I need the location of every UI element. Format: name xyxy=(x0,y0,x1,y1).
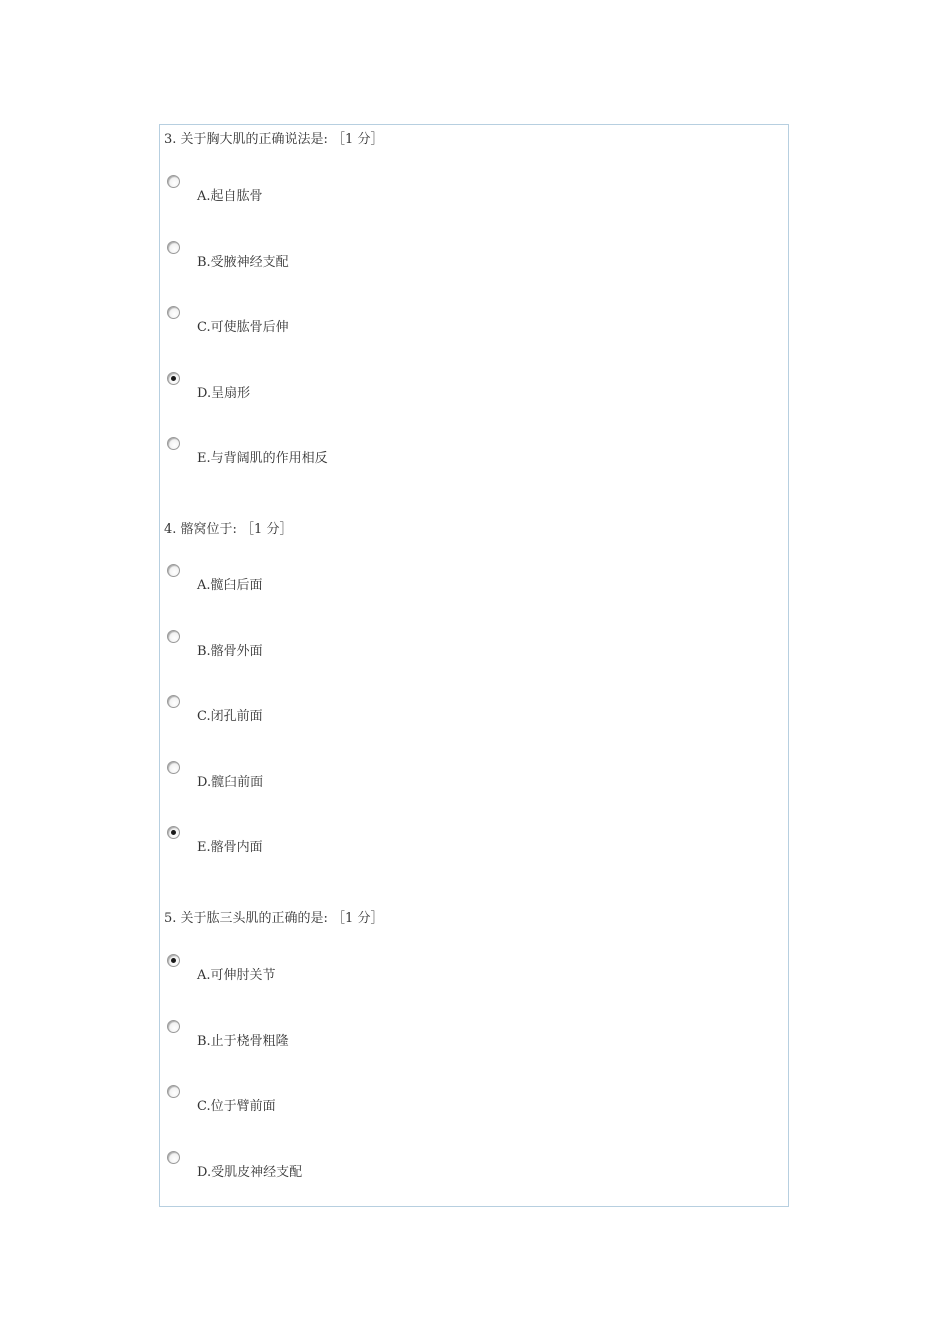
option-b[interactable] xyxy=(164,1020,724,1064)
option-a[interactable] xyxy=(164,175,724,219)
option-d[interactable] xyxy=(164,761,724,805)
option-label: C.闭孔前面 xyxy=(197,709,263,724)
option-c[interactable] xyxy=(164,306,724,350)
option-e[interactable] xyxy=(164,437,724,481)
option-e[interactable] xyxy=(164,826,724,870)
radio-button[interactable] xyxy=(167,954,180,967)
option-b[interactable] xyxy=(164,241,724,285)
option-a[interactable] xyxy=(164,954,724,998)
option-label: B.髂骨外面 xyxy=(197,644,263,659)
option-label: A.起自肱骨 xyxy=(197,189,263,204)
option-label: D.髋臼前面 xyxy=(197,775,264,790)
radio-button[interactable] xyxy=(167,826,180,839)
radio-button[interactable] xyxy=(167,372,180,385)
question-title: 5. 关于肱三头肌的正确的是: ［1 分］ xyxy=(164,911,384,926)
radio-button[interactable] xyxy=(167,564,180,577)
question-title: 4. 髂窝位于: ［1 分］ xyxy=(164,522,293,537)
option-b[interactable] xyxy=(164,630,724,674)
radio-button[interactable] xyxy=(167,630,180,643)
option-label: B.止于桡骨粗隆 xyxy=(197,1034,289,1049)
option-label: B.受腋神经支配 xyxy=(197,255,289,270)
option-label: D.受肌皮神经支配 xyxy=(197,1165,303,1180)
radio-button[interactable] xyxy=(167,437,180,450)
option-label: D.呈扇形 xyxy=(197,386,251,401)
option-a[interactable] xyxy=(164,564,724,608)
question-title: 3. 关于胸大肌的正确说法是: ［1 分］ xyxy=(164,132,384,147)
option-label: A.可伸肘关节 xyxy=(197,968,276,983)
option-label: E.与背阔肌的作用相反 xyxy=(197,451,328,466)
radio-button[interactable] xyxy=(167,175,180,188)
option-label: A.髋臼后面 xyxy=(197,578,263,593)
option-d[interactable] xyxy=(164,1151,724,1195)
radio-button[interactable] xyxy=(167,695,180,708)
quiz-panel xyxy=(159,124,789,1207)
radio-button[interactable] xyxy=(167,241,180,254)
option-d[interactable] xyxy=(164,372,724,416)
option-c[interactable] xyxy=(164,695,724,739)
option-c[interactable] xyxy=(164,1085,724,1129)
option-label: C.可使肱骨后伸 xyxy=(197,320,289,335)
radio-button[interactable] xyxy=(167,1085,180,1098)
option-label: C.位于臂前面 xyxy=(197,1099,276,1114)
option-label: E.髂骨内面 xyxy=(197,840,263,855)
radio-button[interactable] xyxy=(167,1020,180,1033)
radio-button[interactable] xyxy=(167,761,180,774)
radio-button[interactable] xyxy=(167,306,180,319)
radio-button[interactable] xyxy=(167,1151,180,1164)
